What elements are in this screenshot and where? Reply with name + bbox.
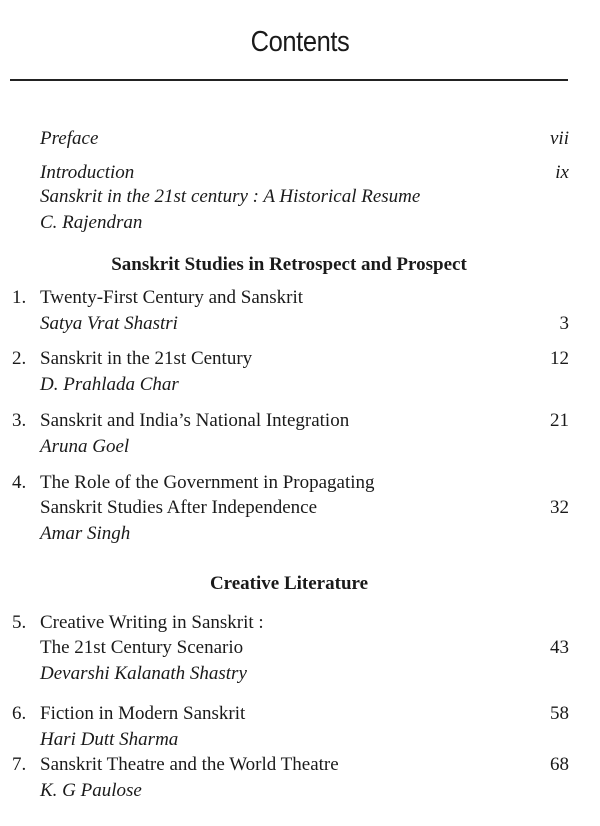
entry-author: Devarshi Kalanath Shastry: [40, 663, 247, 684]
entry-number: 5.: [12, 612, 27, 633]
entry-page: 3: [559, 313, 569, 334]
entry-title-cont: The 21st Century Scenario: [40, 637, 244, 658]
entry-title: Twenty-First Century and Sanskrit: [40, 287, 304, 308]
entry-author: Satya Vrat Shastri: [40, 313, 178, 334]
entry-page: 12: [550, 348, 569, 369]
entry-author: Aruna Goel: [40, 436, 130, 457]
entry-page: 43: [550, 637, 569, 658]
entry-title: Preface: [40, 128, 99, 149]
entry-author: K. G Paulose: [40, 780, 142, 801]
entry-title: Introduction: [40, 162, 135, 183]
entry-page: 58: [550, 703, 569, 724]
entry-number: 6.: [12, 703, 27, 724]
entry-title: The Role of the Government in Propagating: [40, 472, 375, 493]
entry-title-cont: Sanskrit Studies After Independence: [40, 497, 318, 518]
entry-number: 2.: [12, 348, 27, 369]
title-rule: [10, 79, 568, 81]
entry-page: 21: [550, 410, 569, 431]
entry-page: 68: [550, 754, 569, 775]
entry-author: C. Rajendran: [40, 212, 143, 233]
entry-number: 7.: [12, 754, 27, 775]
entry-number: 3.: [12, 410, 27, 431]
section-heading: Sanskrit Studies in Retrospect and Prospect: [111, 254, 467, 275]
entry-page: vii: [550, 128, 569, 149]
entry-page: 32: [550, 497, 569, 518]
entry-number: 1.: [12, 287, 27, 308]
page-title: Contents: [250, 26, 350, 58]
entry-title: Fiction in Modern Sanskrit: [40, 703, 246, 724]
entry-title: Creative Writing in Sanskrit :: [40, 612, 264, 633]
entry-title: Sanskrit in the 21st Century: [40, 348, 253, 369]
section-heading: Creative Literature: [209, 573, 369, 594]
entry-title: Sanskrit and India’s National Integration: [40, 410, 350, 431]
entry-author: Hari Dutt Sharma: [40, 729, 179, 750]
entry-title: Sanskrit Theatre and the World Theatre: [40, 754, 339, 775]
entry-page: ix: [555, 162, 569, 183]
entry-subtitle: Sanskrit in the 21st century : A Historical Resume: [40, 186, 421, 207]
entry-author: D. Prahlada Char: [40, 374, 179, 395]
entry-number: 4.: [12, 472, 27, 493]
entry-author: Amar Singh: [40, 523, 131, 544]
